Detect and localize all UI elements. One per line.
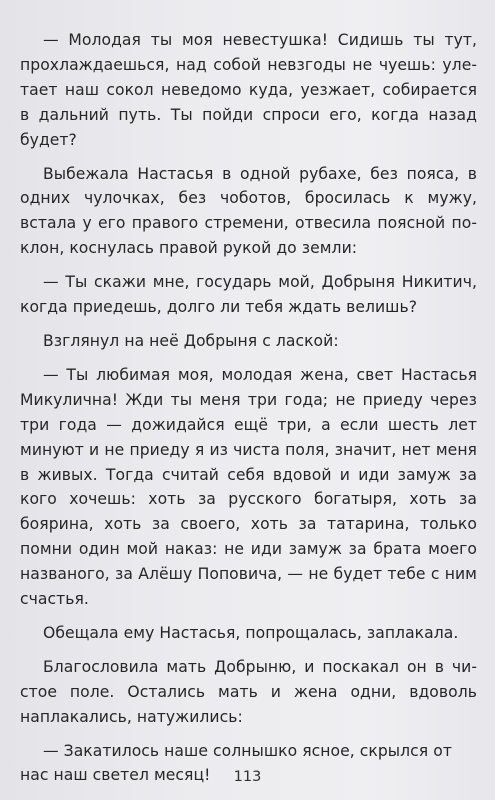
paragraph-1: — Молодая ты моя невестушка! Сидишь ты тут, прохлаждаешься, над собой невзгоды не чуешь: улетает наш сокол неведомо куда, уезжает, собирается в дальний путь. Ты пойди спроси его, когда назад будет? bbox=[20, 31, 477, 149]
paragraph-3: — Ты скажи мне, государь мой, Добрыня Никитич, когда приедешь, долго ли тебя ждать велишь? bbox=[20, 273, 477, 317]
page-text bbox=[20, 28, 477, 788]
paragraph-7: Благословила мать Добрыню, и поскакал он в чистое поле. Остались мать и жена одни, вдоволь наплакались, натужились: bbox=[20, 657, 477, 726]
paragraph-6: Обещала ему Настасья, попрощалась, заплакала. bbox=[43, 623, 459, 642]
page-number: 113 bbox=[233, 769, 262, 785]
paragraph-5: — Ты любимая моя, молодая жена, свет Настасья Микулична! Жди ты меня три года; не приеду через три года — дожидайся ещё три, а если шесть лет минуют и не приеду я из чиста поля, значит, нет меня в живых. Тогда считай себя вдовой и иди замуж за кого хочешь: хоть за русского богатыря, хоть за боярина, хоть за своего, хоть за татарина, только помни один мой наказ: не иди замуж за брата моего названого, за Алёшу Поповича, — не будет тебе с ним счастья. bbox=[20, 365, 477, 609]
paragraph-4: Взглянул на неё Добрыня с лаской: bbox=[43, 331, 339, 350]
paragraph-2: Выбежала Настасья в одной рубахе, без пояса, в одних чулочках, без чоботов, бросилась к мужу, встала у его правого стремени, отвесила поясной поклон, коснулась правой рукой до земли: bbox=[20, 164, 477, 258]
paragraph-8: — Закатилось наше солнышко ясное, скрылся от нас наш светел месяц! bbox=[20, 741, 452, 785]
